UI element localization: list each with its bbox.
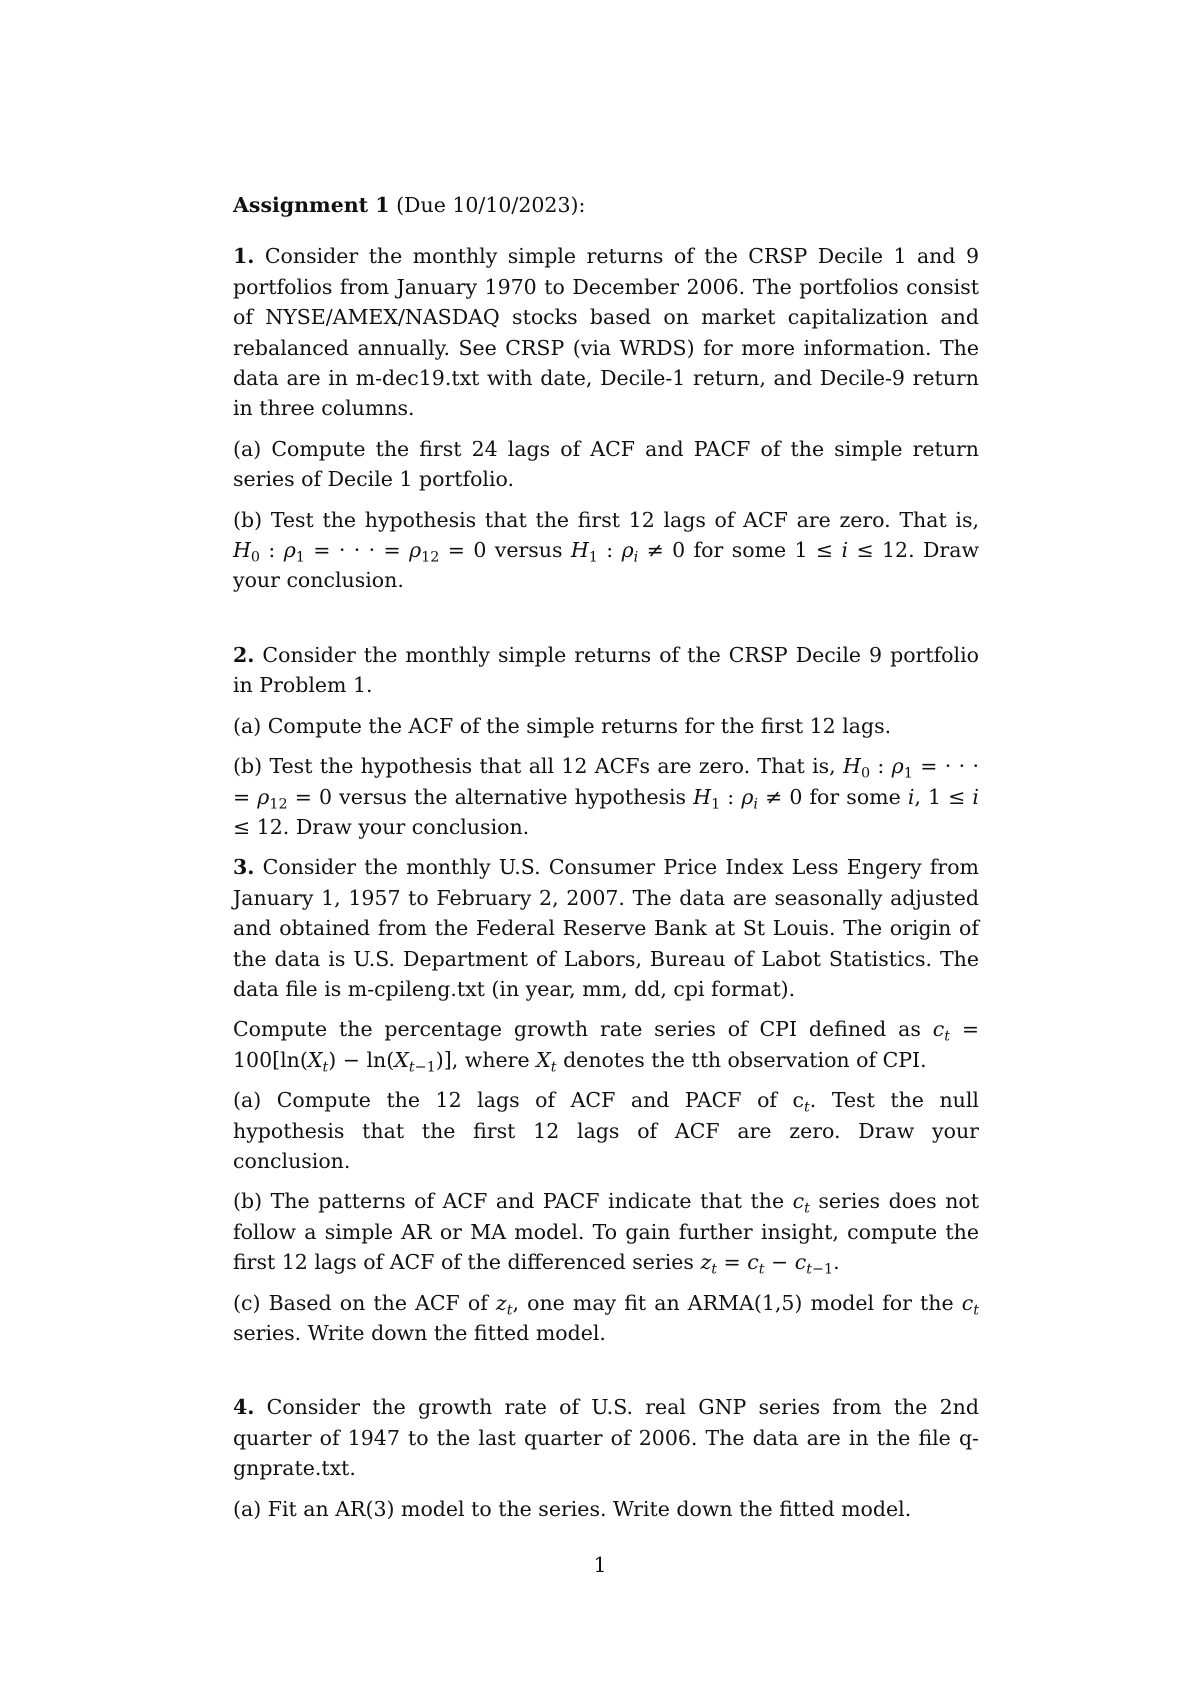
due-date: (Due 10/10/2023): bbox=[396, 193, 586, 217]
problem-3b bbox=[233, 1186, 979, 1277]
difference-formula: $z_t = c_t - c_{t-1}$. bbox=[700, 1250, 840, 1278]
problem-2b bbox=[233, 751, 979, 842]
problem-2b-text: (b) Test the hypothesis that all 12 ACFs are zero. That is, bbox=[233, 754, 836, 779]
problem-1b bbox=[233, 505, 979, 596]
problem-2-intro bbox=[233, 640, 979, 701]
problem-3b-mid: series does not follow a simple AR or MA model. To gain further insight, compute the first 12 lags of ACF of the differenced series bbox=[233, 1189, 979, 1275]
problem-4-text: Consider the growth rate of U.S. real GNP series from the 2nd quarter of 1947 to the last quarter of 2006. The data are in the file q-gnprate.txt. bbox=[233, 1395, 979, 1481]
problem-3c-mid: , one may fit an ARMA(1,5) model for the bbox=[512, 1290, 954, 1315]
page-number: 1 bbox=[593, 1553, 607, 1577]
problem-1-number: 1. bbox=[233, 244, 255, 269]
problem-2a: (a) Compute the ACF of the simple returns for the first 12 lags. bbox=[233, 713, 892, 738]
assignment-title: Assignment 1 bbox=[233, 193, 390, 217]
problem-3-number: 3. bbox=[233, 855, 255, 880]
problem-3a-text: (a) Compute the 12 lags of ACF and PACF of c bbox=[233, 1088, 805, 1113]
assignment-page bbox=[233, 190, 979, 1534]
problem-1b-conclusion: Draw your conclusion. bbox=[233, 538, 980, 593]
problem-4a: (a) Fit an AR(3) model to the series. Write down the fitted model. bbox=[233, 1496, 912, 1521]
problem-3-def-post: denotes the tth observation of CPI. bbox=[563, 1047, 927, 1072]
ct-symbol-2: $c_t$ bbox=[961, 1290, 979, 1318]
ct-symbol: $c_t$ bbox=[792, 1189, 810, 1217]
growth-rate-formula: $c_t = 100[\ln(X_t) - \ln(X_{t-1})]$ bbox=[233, 1017, 979, 1076]
problem-1b-text: (b) Test the hypothesis that the first 12 lags of ACF are zero. That is, bbox=[233, 507, 979, 532]
problem-4-intro bbox=[233, 1392, 979, 1483]
problem-1a: (a) Compute the first 24 lags of ACF and PACF of the simple return series of Decile 1 portfolio. bbox=[233, 436, 979, 492]
problem-3b-text: (b) The patterns of ACF and PACF indicate that the bbox=[233, 1189, 785, 1214]
problem-2-text: Consider the monthly simple returns of the CRSP Decile 9 portfolio in Problem 1. bbox=[233, 642, 979, 698]
xt-symbol: $X_t$ bbox=[536, 1047, 557, 1076]
problem-1-intro bbox=[233, 241, 979, 423]
problem-3a-post: . Test the null hypothesis that the first 12 lags of ACF are zero. Draw your conclusion. bbox=[233, 1088, 979, 1173]
problem-3a: (a) Compute the 12 lags of ACF and PACF of $c_t$. Test the null hypothesis that the first 12 lags of ACF are zero. Draw your conclusion. bbox=[233, 1088, 979, 1173]
problem-3-intro bbox=[233, 852, 979, 1004]
problem-2b-formula-h0: $H_0$ : $\rho_1$ = · · · = $\rho_{12} = 0$ bbox=[233, 754, 979, 812]
problem-3-def-mid: , where bbox=[451, 1047, 530, 1072]
problem-3-def-text: Compute the percentage growth rate series of CPI defined as bbox=[233, 1017, 921, 1042]
problem-3c-text: (c) Based on the ACF of bbox=[233, 1290, 488, 1315]
problem-2-number: 2. bbox=[233, 642, 255, 667]
zt-symbol: $z_t$ bbox=[495, 1290, 513, 1318]
problem-1-text: Consider the monthly simple returns of the CRSP Decile 1 and 9 portfolios from January 1970 to December 2006. The portfolios consist of NYSE/AMEX/NASDAQ stocks based on market capitalization and rebalanced annually. See CRSP (via WRDS) for more information. The data are in m-dec19.txt with date, Decile-1 return, and Decile-9 return in three columns. bbox=[233, 244, 979, 421]
problem-3c bbox=[233, 1288, 979, 1349]
problem-1b-formula: $H_0$ : $\rho_1$ = · · · = $\rho_{12} = 0$ versus $H_1$ : $\rho_i \ne 0$ for some 1 ≤ i ≤ 12. bbox=[233, 538, 915, 566]
problem-4-number: 4. bbox=[233, 1395, 255, 1420]
problem-2b-mid: versus the alternative hypothesis bbox=[339, 784, 687, 809]
problem-3-definition bbox=[233, 1014, 979, 1075]
assignment-heading bbox=[233, 190, 979, 220]
problem-2b-conclusion: Draw your conclusion. bbox=[295, 814, 530, 839]
problem-2b-formula-h1: $H_1$ : $\rho_i \ne 0$ for some i, 1 ≤ i ≤ 12. bbox=[233, 784, 979, 839]
problem-3-text: Consider the monthly U.S. Consumer Price Index Less Engery from January 1, 1957 to February 2, 2007. The data are seasonally adjusted and obtained from the Federal Reserve Bank at St Louis. The origin of the data is U.S. Department of Labors, Bureau of Labot Statistics. The data file is m-cpileng.txt (in year, mm, dd, cpi format). bbox=[233, 855, 979, 1001]
problem-3c-post: series. Write down the fitted model. bbox=[233, 1321, 606, 1345]
